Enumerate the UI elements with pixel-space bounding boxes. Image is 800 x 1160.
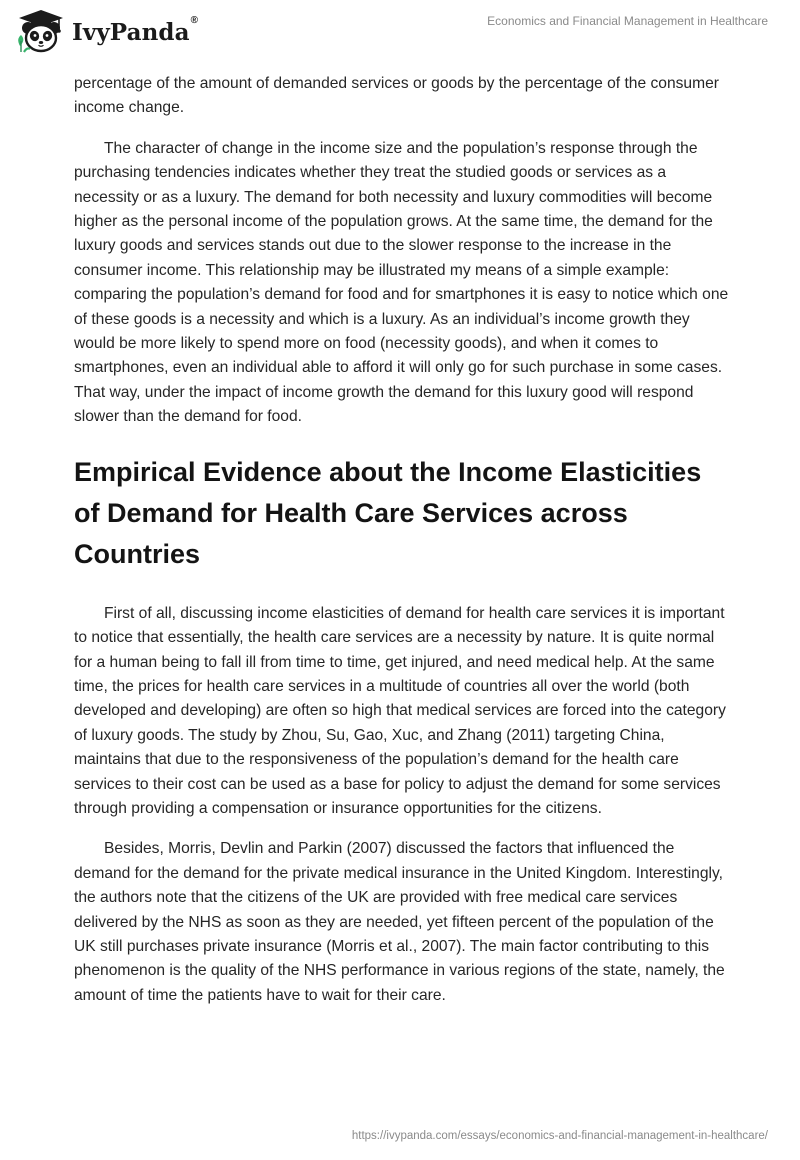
paragraph-health-care-necessity: First of all, discussing income elasticities of demand for health care services it is important to notice that essentially, the health care services are a necessity by nature. It is quite normal for a human being to fall ill from time to time, get injured, and need medical help. At the same time, the prices for health care services in a multitude of countries all over the world (both developed and developing) are often so high that medical services are forced into the category of luxury goods. The study by Zhou, Su, Gao, Xuc, and Zhang (2011) targeting China, maintains that due to the responsiveness of the population’s demand for the health care services to their cost can be used as a base for policy to adjust the demand for some services through providing a compensation or insurance opportunities for the citizens. <box>74 604 726 817</box>
paragraph-uk-private-insurance: Besides, Morris, Devlin and Parkin (2007) discussed the factors that influenced the demand for the demand for the private medical insurance in the United Kingdom. Interestingly, the authors note that the citizens of the UK are provided with free medical care services delivered by the NHS as soon as they are needed, yet fifteen percent of the population of the UK still purchases private insurance (Morris et al., 2007). The main factor contributing to this phenomenon is the quality of the NHS performance in various regions of the state, namely, the amount of time the patients have to wait for their care. <box>74 840 725 1004</box>
registered-mark: ® <box>190 14 199 26</box>
essay-content <box>74 72 734 1008</box>
document-title: Economics and Financial Management in Healthcare <box>487 14 768 28</box>
panda-graduate-icon <box>14 8 68 54</box>
page-header <box>0 0 800 56</box>
paragraph-necessity-luxury: The character of change in the income size and the population’s response through the purchasing tendencies indicates whether they treat the studied goods or services as a necessity or as a luxury. The demand for both necessity and luxury commodities will become higher as the personal income of the population grows. At the same time, the demand for the luxury goods and services stands out due to the slower response to the increase in the consumer income. This relationship may be illustrated my means of a simple example: comparing the population’s demand for food and for smartphones it is easy to notice which one of these goods is a necessity and which is a luxury. As an individual’s income growth they would be more likely to spend more on food (necessity goods), and when it comes to smartphones, even an individual able to afford it will only go for such purchase in some cases. That way, under the impact of income growth the demand for this luxury good will respond slower than the demand for food. <box>74 139 729 426</box>
source-url[interactable]: https://ivypanda.com/essays/economics-and-financial-management-in-healthcare/ <box>351 1130 768 1142</box>
brand-name: IvyPanda® <box>72 14 199 46</box>
ivypanda-logo[interactable] <box>14 8 198 54</box>
section-heading: Empirical Evidence about the Income Elasticities of Demand for Health Care Services across Countries <box>74 456 702 569</box>
paragraph-continuation: percentage of the amount of demanded services or goods by the percentage of the consumer income change. <box>74 75 719 117</box>
